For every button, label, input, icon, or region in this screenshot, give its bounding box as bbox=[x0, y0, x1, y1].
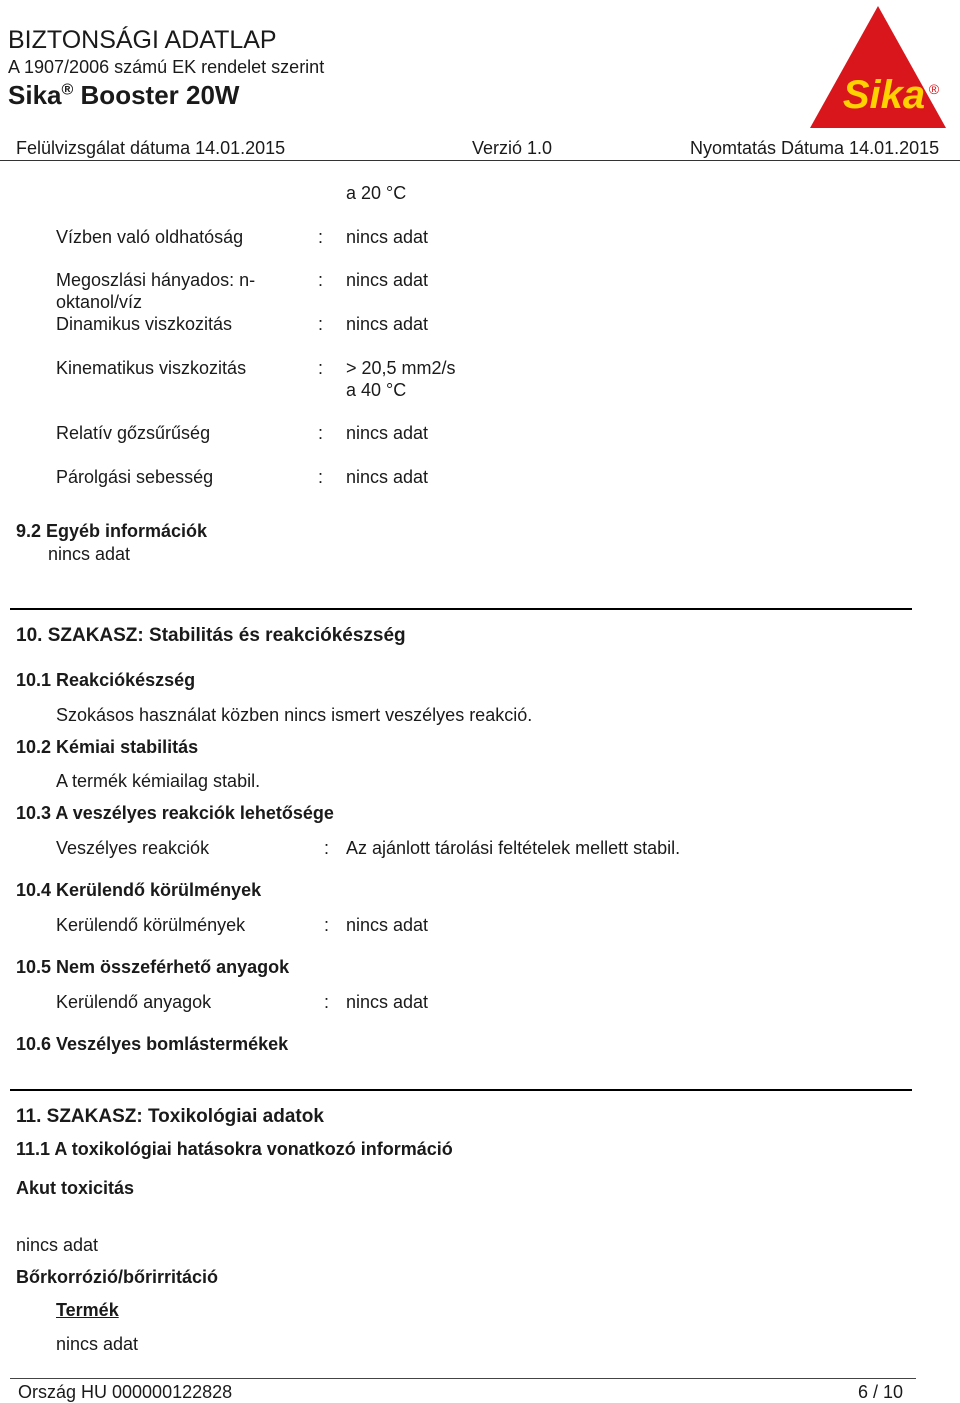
header-divider bbox=[0, 160, 960, 161]
property-label: Dinamikus viszkozitás bbox=[56, 314, 233, 334]
subsection-heading: 10.5 Nem összeférhető anyagok bbox=[16, 957, 290, 977]
property-colon: : bbox=[318, 314, 324, 334]
property-colon: : bbox=[318, 227, 324, 247]
property-label: Kerülendő körülmények bbox=[56, 915, 246, 935]
property-value: Az ajánlott tárolási feltételek mellett stabil. bbox=[346, 838, 681, 858]
sika-logo-icon bbox=[808, 2, 948, 132]
subsection-heading: Akut toxicitás bbox=[16, 1178, 135, 1198]
property-value: nincs adat bbox=[346, 227, 429, 247]
product-name bbox=[8, 80, 239, 111]
property-label-cont: oktanol/víz bbox=[56, 292, 143, 312]
property-value: nincs adat bbox=[346, 314, 429, 334]
property-colon: : bbox=[318, 467, 324, 487]
section-heading: 11. SZAKASZ: Toxikológiai adatok bbox=[16, 1106, 324, 1127]
section-divider bbox=[10, 608, 912, 610]
revision-date: Felülvizsgálat dátuma 14.01.2015 bbox=[16, 138, 286, 158]
section-divider bbox=[10, 1089, 912, 1091]
product-name-suffix: Booster 20W bbox=[80, 80, 240, 110]
subsection-heading: 9.2 Egyéb információk bbox=[16, 521, 208, 541]
registered-mark: ® bbox=[61, 81, 74, 99]
property-colon: : bbox=[324, 992, 330, 1012]
subsection-text: A termék kémiailag stabil. bbox=[56, 771, 261, 791]
property-colon: : bbox=[318, 270, 324, 290]
property-value: nincs adat bbox=[346, 467, 429, 487]
subsection-text: Szokásos használat közben nincs ismert veszélyes reakció. bbox=[56, 705, 533, 725]
section-heading: 10. SZAKASZ: Stabilitás és reakciókészség bbox=[16, 625, 406, 646]
property-label: Kinematikus viszkozitás bbox=[56, 358, 247, 378]
subsection-heading: Bőrkorrózió/bőrirritáció bbox=[16, 1267, 219, 1287]
logo-text: Sika bbox=[842, 73, 926, 117]
doc-title: BIZTONSÁGI ADATLAP bbox=[8, 26, 277, 54]
subsection-heading: 10.3 A veszélyes reakciók lehetősége bbox=[16, 803, 334, 823]
subsection-heading: 10.6 Veszélyes bomlástermékek bbox=[16, 1034, 289, 1054]
property-colon: : bbox=[324, 838, 330, 858]
property-colon: : bbox=[318, 358, 324, 378]
property-value-cont: a 40 °C bbox=[346, 380, 407, 400]
property-label: Relatív gőzsűrűség bbox=[56, 423, 211, 443]
subsection-heading: 10.1 Reakciókészség bbox=[16, 670, 196, 690]
property-label: Kerülendő anyagok bbox=[56, 992, 212, 1012]
version: Verzió 1.0 bbox=[472, 138, 553, 158]
footer-country: Ország HU 000000122828 bbox=[18, 1382, 233, 1402]
regulation-text: A 1907/2006 számú EK rendelet szerint bbox=[8, 57, 325, 77]
subsection-text: nincs adat bbox=[56, 1334, 139, 1354]
property-colon: : bbox=[324, 915, 330, 935]
property-value: nincs adat bbox=[346, 270, 429, 290]
footer-page-number: 6 / 10 bbox=[858, 1382, 904, 1402]
subsection-heading: 10.2 Kémiai stabilitás bbox=[16, 737, 199, 757]
property-value: > 20,5 mm2/s bbox=[346, 358, 456, 378]
property-value: nincs adat bbox=[346, 992, 429, 1012]
property-value: a 20 °C bbox=[346, 183, 407, 203]
product-subheading: Termék bbox=[56, 1300, 119, 1320]
subsection-heading: 10.4 Kerülendő körülmények bbox=[16, 880, 262, 900]
property-label: Veszélyes reakciók bbox=[56, 838, 210, 858]
print-date: Nyomtatás Dátuma 14.01.2015 bbox=[690, 138, 940, 158]
property-label: Párolgási sebesség bbox=[56, 467, 214, 487]
subsection-heading: 11.1 A toxikológiai hatásokra vonatkozó információ bbox=[16, 1139, 453, 1159]
property-value: nincs adat bbox=[346, 915, 429, 935]
logo-reg: ® bbox=[928, 81, 940, 97]
property-label: Megoszlási hányados: n- bbox=[56, 270, 256, 290]
footer-divider bbox=[10, 1378, 916, 1379]
property-label: Vízben való oldhatóság bbox=[56, 227, 244, 247]
subsection-text: nincs adat bbox=[16, 1235, 99, 1255]
product-name-brand: Sika bbox=[8, 80, 62, 110]
property-value: nincs adat bbox=[346, 423, 429, 443]
subsection-text: nincs adat bbox=[48, 544, 131, 564]
property-colon: : bbox=[318, 423, 324, 443]
